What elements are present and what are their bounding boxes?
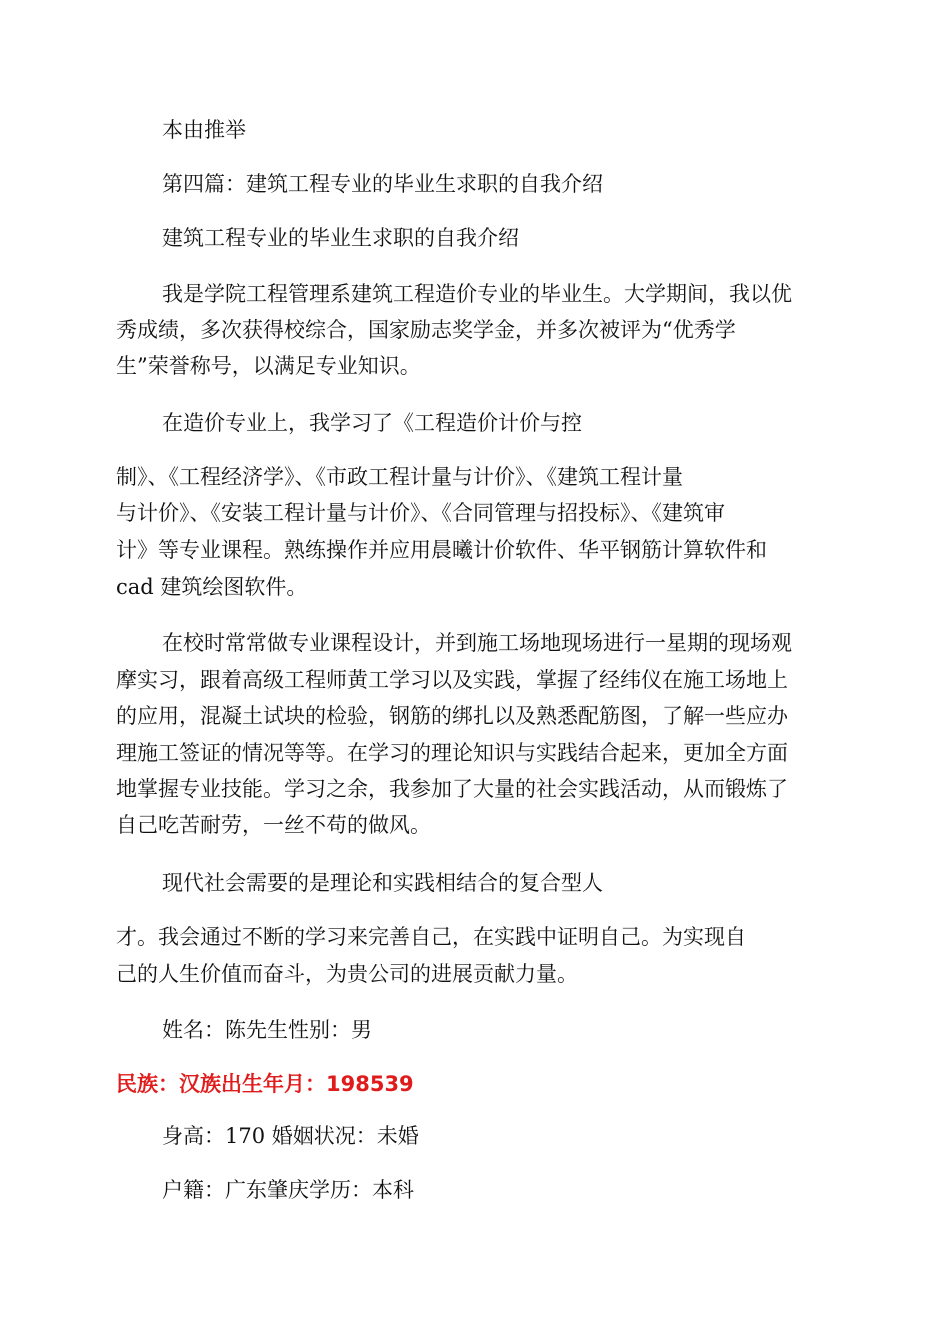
paragraph-3-line-3: 计》等专业课程。熟练操作并应用晨曦计价软件、华平钢筋计算软件和 [116,538,767,562]
paragraph-3-line-4: cad 建筑绘图软件。 [116,575,308,599]
article-title: 建筑工程专业的毕业生求职的自我介绍 [162,226,519,250]
paragraph-4-line-3: 的应用，混凝土试块的检验，钢筋的绑扎以及熟悉配筋图，了解一些应办 [116,704,788,728]
paragraph-5-line-1: 现代社会需要的是理论和实践相结合的复合型人 [162,871,603,895]
paragraph-4-line-1: 在校时常常做专业课程设计，并到施工场地现场进行一星期的现场观 [162,631,792,655]
paragraph-4-line-6: 自己吃苦耐劳，一丝不苟的做风。 [116,813,431,837]
info-hukou-education: 户籍：广东肇庆学历：本科 [162,1178,414,1202]
info-height-marital: 身高：170 婚姻状况：未婚 [162,1124,419,1148]
section-heading: 第四篇：建筑工程专业的毕业生求职的自我介绍 [162,172,603,196]
paragraph-2-line-1: 在造价专业上，我学习了《工程造价计价与控 [162,411,582,435]
info-name-gender: 姓名：陈先生性别：男 [162,1018,372,1042]
paragraph-4-line-4: 理施工签证的情况等等。在学习的理论知识与实践结合起来，更加全方面 [116,741,788,765]
paragraph-3-line-1: 制》、《工程经济学》、《市政工程计量与计价》、《建筑工程计量 [116,465,683,489]
paragraph-6-line-1: 才。我会通过不断的学习来完善自己，在实践中证明自己。为实现自 [116,925,746,949]
paragraph-3-line-2: 与计价》、《安装工程计量与计价》、《合同管理与招投标》、《建筑审 [116,501,725,525]
info-ethnicity-birthdate: 民族：汉族出生年月：198539 [116,1072,414,1096]
paragraph-1-line-3: 生”荣誉称号，以满足专业知识。 [116,354,421,378]
paragraph-1-line-1: 我是学院工程管理系建筑工程造价专业的毕业生。大学期间，我以优 [162,282,792,306]
paragraph-1-line-2: 秀成绩，多次获得校综合，国家励志奖学金，并多次被评为“优秀学 [116,318,736,342]
paragraph-6-line-2: 己的人生价值而奋斗，为贵公司的进展贡献力量。 [116,962,578,986]
text-line-1: 本由推举 [162,118,246,142]
paragraph-4-line-5: 地掌握专业技能。学习之余，我参加了大量的社会实践活动，从而锻炼了 [116,777,788,801]
paragraph-4-line-2: 摩实习，跟着高级工程师黄工学习以及实践，掌握了经纬仪在施工场地上 [116,668,788,692]
